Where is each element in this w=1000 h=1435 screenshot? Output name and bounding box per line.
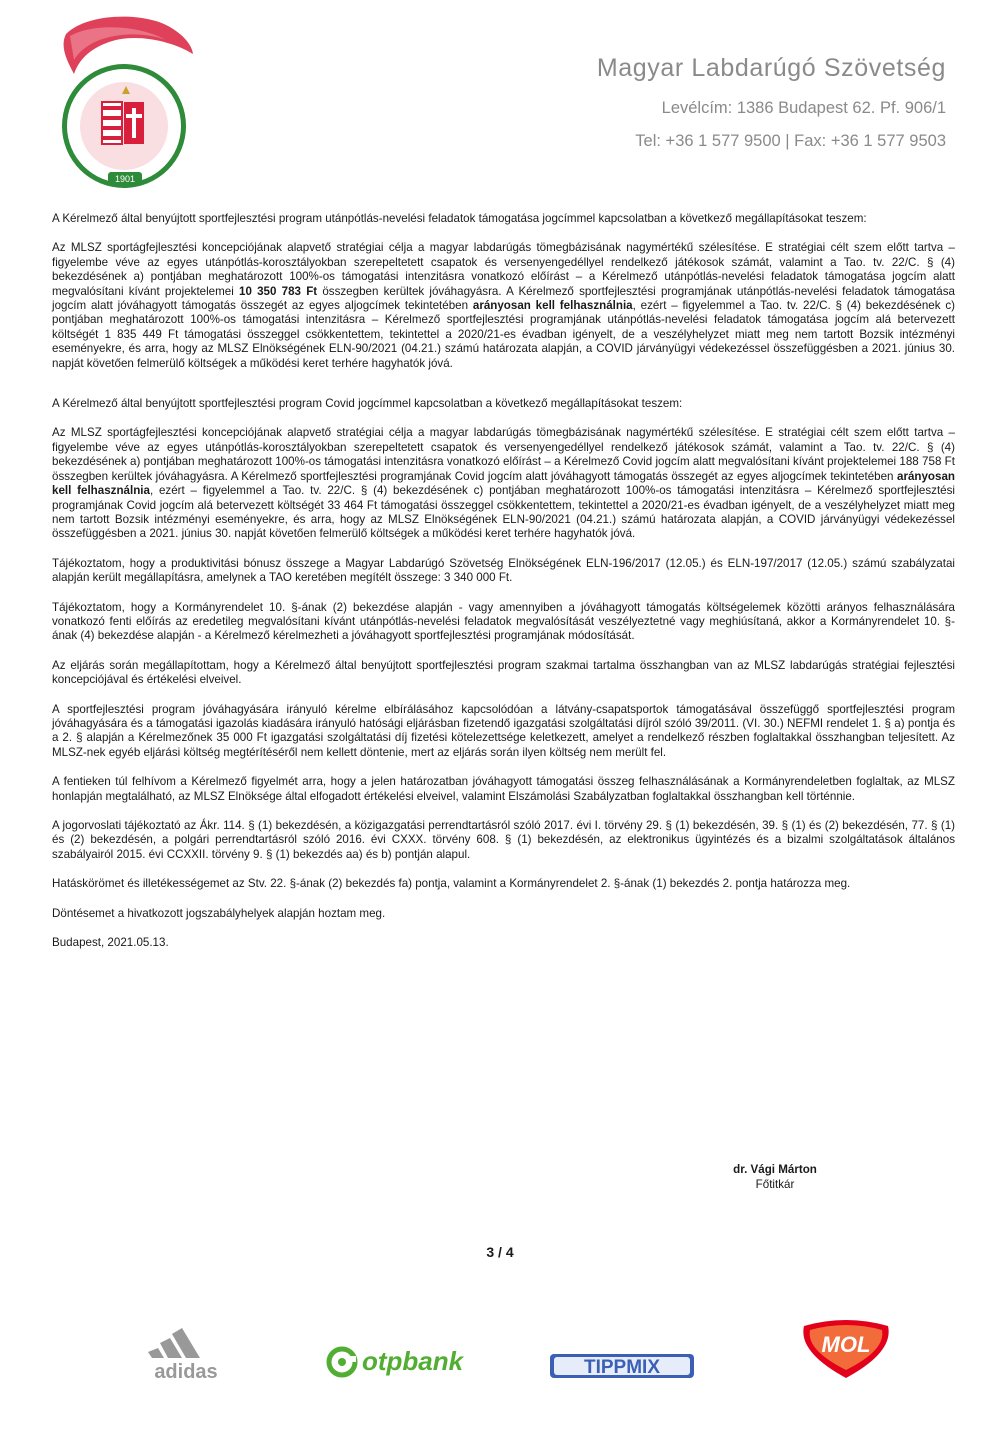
paragraph: A jogorvoslati tájékoztató az Ákr. 114. § (1) bekezdésén, a közigazgatási perrendtartásról szóló 2017. évi I. törvény 29. § (1) bekezdésén, 39. § (1) és (2) bekezdésén, 77. § (1) és (2) bekezdésén, a polgári perrendtartásról szóló 2016. évi CXXX. törvény 608. § (1) bekezdésén, az elektronikus ügyintézés és a bizalmi szolgáltatások általános szabályairól 2015. évi CCXXII. törvény 9. § (1) bekezdés aa) és b) pontján alapul.	[52, 819, 955, 861]
paragraph: Tájékoztatom, hogy a produktivitási bónusz összege a Magyar Labdarúgó Szövetség Elnökségének ELN-196/2017 (12.05.) és ELN-197/2017 (12.05.) számú szabályzatai alapján került megállapításra, amelynek a TAO keretében megítélt összege: 3 340 000 Ft.	[52, 556, 955, 585]
mol-logo	[796, 1316, 896, 1382]
signatory-name: dr. Vági Márton	[733, 1163, 817, 1176]
page-number: 3 / 4	[486, 1244, 514, 1260]
document-body	[52, 212, 955, 965]
place-date: Budapest, 2021.05.13.	[52, 936, 169, 950]
paragraph: A sportfejlesztési program jóváhagyására irányuló kérelme elbírálásához kapcsolódóan a látvány-csapatsportok támogatásával összefüggő sportfejlesztési program jóváhagyására és a támogatási igazolás kiadására irányuló hatósági eljárásban fizetendő igazgatási szolgáltatási díjról szóló 39/2011. (VI. 30.) NEFMI rendelet 1. § a) pontja és a 2. § alapján a Kérelmezőnek 35 000 Ft igazgatási szolgáltatási díj fizetési kötelezettsége keletkezett, amelyet a rendelkező részben foglaltakkal összhangban teljesített. Az MLSZ-nek egyéb eljárási költség megtérítéséről nem kellett döntenie, mert az eljárás során ilyen költség nem merült fel.	[52, 702, 955, 759]
paragraph: Az MLSZ sportágfejlesztési koncepciójának alapvető stratégiai célja a magyar labdarúgás tömegbázisának nagymértékű szélesítése. E stratégiai célt szem előtt tartva – figyelembe véve az egyes utánpótlás-korosztályokban szerepeltetett csapatok és versenyengedéllyel rendelkező játékosok számát, valamint a Tao. tv. 22/C. § (4) bekezdésének a) pontjában meghatározott 100%-os támogatási intenzitásra vonatkozó előírást – a Kérelmező Covid jogcím alatt megvalósítani kívánt projektelemei 188 758 Ft összegben kerültek jóváhagyásra. A Kérelmező sportfejlesztési programjának Covid jogcím alatt jóváhagyott támogatás összegét az egyes aljogcímek tekintetében arányosan kell felhasználnia, ezért – figyelemmel a Tao. tv. 22/C. § (4) bekezdésének c) pontjában meghatározott 100%-os támogatási intenzitásra – Kérelmező sportfejlesztési programjának Covid jogcím alá betervezett költségét 33 464 Ft támogatási összeggel csökkentettem, tekintettel a 2020/21-es évadban igényelt, de a veszélyhelyzet miatt meg nem tartott Bozsik intézményi eseményekre, és arra, hogy az MLSZ Elnökségének ELN-90/2021 (04.21.) számú határozata alapján, a COVID járványügyi védekezéssel összefüggésben a 2021. június 30. napját követően felmerülő költségek a működési keret terhére hagyhatók jóvá.	[52, 426, 955, 541]
signatory-title: Főtitkár	[755, 1178, 795, 1191]
paragraph: Az MLSZ sportágfejlesztési koncepciójának alapvető stratégiai célja a magyar labdarúgás tömegbázisának nagymértékű szélesítése. E stratégiai célt szem előtt tartva – figyelembe véve az egyes utánpótlás-korosztályokban szerepeltetett csapatok és versenyengedéllyel rendelkező játékosok számát, valamint a Tao. tv. 22/C. § (4) bekezdésének a) pontjában meghatározott 100%-os támogatási intenzitásra vonatkozó előírást – a Kérelmező utánpótlás-nevelési feladatok támogatása jogcím alatt megvalósítani kívánt projektelemei 10 350 783 Ft összegben kerültek jóváhagyásra. A Kérelmező sportfejlesztési programjának utánpótlás-nevelési feladatok támogatása jogcím alatt jóváhagyott támogatás összegét az egyes aljogcímek tekintetében arányosan kell felhasználnia, ezért – figyelemmel a Tao. tv. 22/C. § (4) bekezdésének c) pontjában meghatározott 100%-os támogatási intenzitásra – Kérelmező sportfejlesztési programjának utánpótlás-nevelési feladatok támogatása jogcím alá betervezett költségét 1 835 449 Ft támogatási összeggel csökkentettem, tekintettel a 2020/21-es évadban igényelt, de a veszélyhelyzet miatt meg nem tartott Bozsik intézményi eseményekre, és arra, hogy az MLSZ Elnökségének ELN-90/2021 (04.21.) számú határozata alapján, a COVID járványügyi védekezéssel összefüggésben a 2021. június 30. napját követően felmerülő költségek a működési keret terhére hagyhatók jóvá.	[52, 241, 955, 370]
org-address: Levélcím: 1386 Budapest 62. Pf. 906/1	[661, 99, 946, 117]
paragraph: A Kérelmező által benyújtott sportfejlesztési program utánpótlás-nevelési feladatok támogatása jogcímmel kapcsolatban a következő megállapításokat teszem:	[52, 212, 867, 225]
tippmix-logo	[548, 1350, 696, 1382]
svg-text:adidas: adidas	[154, 1361, 218, 1383]
org-name: Magyar Labdarúgó Szövetség	[596, 54, 946, 82]
paragraph: Tájékoztatom, hogy a Kormányrendelet 10. §-ának (2) bekezdése alapján - vagy amennyiben a jóváhagyott támogatás költségelemek közötti arányos felhasználására vonatkozó fenti előírás az eredetileg megvalósítani kívánt utánpótlás-nevelési feladatok megvalósítását veszélyeztetné vagy meghiúsítaná, akkor a Kormányrendelet 10. §-ának (4) bekezdése alapján - a Kérelmező kérelmezheti a jóváhagyott sportfejlesztési programjának módosítását.	[52, 600, 955, 643]
paragraph: A fentieken túl felhívom a Kérelmező figyelmét arra, hogy a jelen határozatban jóváhagyott támogatási összeg felhasználásának a Kormányrendeletben foglaltak, az MLSZ honlapján megtalálható, az MLSZ Elnöksége által elfogadott értékelési elveivel, valamint Elszámolási Szabályzatban foglaltakkal összhangban kell történnie.	[52, 775, 955, 803]
svg-text:otpbank: otpbank	[362, 1346, 464, 1376]
paragraph: A Kérelmező által benyújtott sportfejlesztési program Covid jogcímmel kapcsolatban a következő megállapításokat teszem:	[52, 397, 683, 411]
paragraph: Döntésemet a hivatkozott jogszabályhelyek alapján hoztam meg.	[52, 906, 386, 920]
otpbank-logo	[326, 1342, 496, 1382]
org-header	[597, 54, 946, 165]
svg-text:MOL: MOL	[821, 1332, 871, 1357]
paragraph: Hatáskörömet és illetékességemet az Stv. 22. §-ának (2) bekezdés fa) pontja, valamint a Kormányrendelet 2. §-ának (1) bekezdés 2. pontja határozza meg.	[52, 877, 851, 891]
svg-text:TIPPMIX: TIPPMIX	[583, 1357, 661, 1378]
org-contact: Tel: +36 1 577 9500 | Fax: +36 1 577 9503	[635, 132, 946, 150]
adidas-logo	[138, 1318, 234, 1384]
signature-block	[720, 1162, 830, 1192]
mlsz-logo	[46, 14, 196, 194]
logo-year: 1901	[114, 174, 136, 184]
paragraph: Az eljárás során megállapítottam, hogy a Kérelmező által benyújtott sportfejlesztési program szakmai tartalma összhangban van az MLSZ labdarúgás stratégiai fejlesztési koncepciójával és értékelési elveivel.	[52, 658, 955, 687]
